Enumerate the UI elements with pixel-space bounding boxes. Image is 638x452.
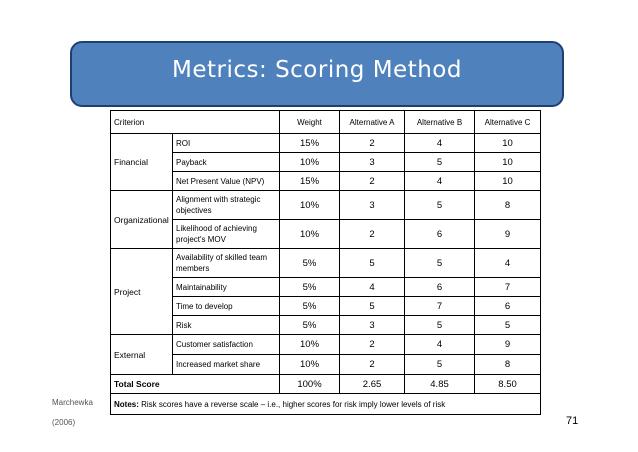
alt-b-cell: 7 — [405, 297, 475, 316]
notes-cell — [111, 394, 541, 415]
alt-c-cell: 6 — [475, 297, 541, 316]
alt-b-cell: 5 — [405, 249, 475, 278]
category-financial: Financial — [111, 134, 173, 191]
table-row — [111, 134, 541, 153]
alt-c-cell: 5 — [475, 316, 541, 335]
source-year: (2006) — [52, 418, 76, 427]
table-row — [111, 249, 541, 278]
table-row — [111, 335, 541, 355]
weight-cell: 10% — [280, 355, 340, 375]
alt-c-cell: 10 — [475, 172, 541, 191]
notes-text: Risk scores have a reverse scale – i.e., higher scores for risk imply lower levels of risk — [138, 399, 446, 409]
alt-a-cell: 5 — [340, 297, 405, 316]
criterion-label: Net Present Value (NPV) — [173, 172, 280, 191]
total-alt-c: 8.50 — [475, 375, 541, 394]
criterion-label: Risk — [173, 316, 280, 335]
alt-c-cell: 10 — [475, 153, 541, 172]
alt-c-cell: 10 — [475, 134, 541, 153]
header-alt-c: Alternative C — [475, 111, 541, 134]
alt-b-cell: 5 — [405, 355, 475, 375]
alt-a-cell: 2 — [340, 134, 405, 153]
header-alt-b: Alternative B — [405, 111, 475, 134]
title-banner — [70, 41, 564, 107]
table-row — [111, 172, 541, 191]
criterion-label: Maintainability — [173, 278, 280, 297]
criterion-label: Customer satisfaction — [173, 335, 280, 355]
alt-a-cell: 2 — [340, 335, 405, 355]
alt-b-cell: 4 — [405, 172, 475, 191]
criterion-label: Availability of skilled team members — [173, 249, 280, 278]
notes-label: Notes: — [114, 399, 139, 409]
criterion-label: Increased market share — [173, 355, 280, 375]
table-row — [111, 191, 541, 220]
weight-cell: 5% — [280, 278, 340, 297]
total-alt-a: 2.65 — [340, 375, 405, 394]
alt-b-cell: 5 — [405, 316, 475, 335]
scoring-table — [110, 110, 541, 415]
alt-a-cell: 2 — [340, 172, 405, 191]
criterion-label: Likelihood of achieving project's MOV — [173, 220, 280, 249]
alt-c-cell: 8 — [475, 355, 541, 375]
criterion-label: Payback — [173, 153, 280, 172]
weight-cell: 15% — [280, 172, 340, 191]
table-row — [111, 278, 541, 297]
alt-c-cell: 4 — [475, 249, 541, 278]
alt-b-cell: 5 — [405, 153, 475, 172]
page-number: 71 — [566, 415, 579, 427]
alt-a-cell: 3 — [340, 191, 405, 220]
weight-cell: 5% — [280, 297, 340, 316]
header-criterion: Criterion — [111, 111, 280, 134]
alt-a-cell: 5 — [340, 249, 405, 278]
header-alt-a: Alternative A — [340, 111, 405, 134]
alt-a-cell: 3 — [340, 153, 405, 172]
alt-c-cell: 8 — [475, 191, 541, 220]
total-alt-b: 4.85 — [405, 375, 475, 394]
alt-a-cell: 2 — [340, 355, 405, 375]
weight-cell: 5% — [280, 249, 340, 278]
total-label: Total Score — [111, 375, 280, 394]
weight-cell: 10% — [280, 335, 340, 355]
page-title: Metrics: Scoring Method — [172, 57, 462, 83]
criterion-label: Alignment with strategic objectives — [173, 191, 280, 220]
alt-b-cell: 4 — [405, 335, 475, 355]
alt-c-cell: 9 — [475, 335, 541, 355]
alt-a-cell: 4 — [340, 278, 405, 297]
category-organizational: Organizational — [111, 191, 173, 249]
criterion-label: ROI — [173, 134, 280, 153]
notes-row — [111, 394, 541, 415]
alt-a-cell: 3 — [340, 316, 405, 335]
total-row — [111, 375, 541, 394]
weight-cell: 10% — [280, 191, 340, 220]
alt-b-cell: 6 — [405, 220, 475, 249]
table-row — [111, 355, 541, 375]
criterion-label: Time to develop — [173, 297, 280, 316]
table-row — [111, 316, 541, 335]
table-row — [111, 297, 541, 316]
table-header-row — [111, 111, 541, 134]
category-project: Project — [111, 249, 173, 335]
alt-c-cell: 7 — [475, 278, 541, 297]
category-external: External — [111, 335, 173, 375]
alt-b-cell: 5 — [405, 191, 475, 220]
weight-cell: 15% — [280, 134, 340, 153]
alt-b-cell: 6 — [405, 278, 475, 297]
weight-cell: 10% — [280, 153, 340, 172]
table-row — [111, 153, 541, 172]
weight-cell: 5% — [280, 316, 340, 335]
alt-c-cell: 9 — [475, 220, 541, 249]
header-weight: Weight — [280, 111, 340, 134]
alt-b-cell: 4 — [405, 134, 475, 153]
alt-a-cell: 2 — [340, 220, 405, 249]
table-row — [111, 220, 541, 249]
total-weight: 100% — [280, 375, 340, 394]
source-author: Marchewka — [52, 398, 93, 407]
weight-cell: 10% — [280, 220, 340, 249]
